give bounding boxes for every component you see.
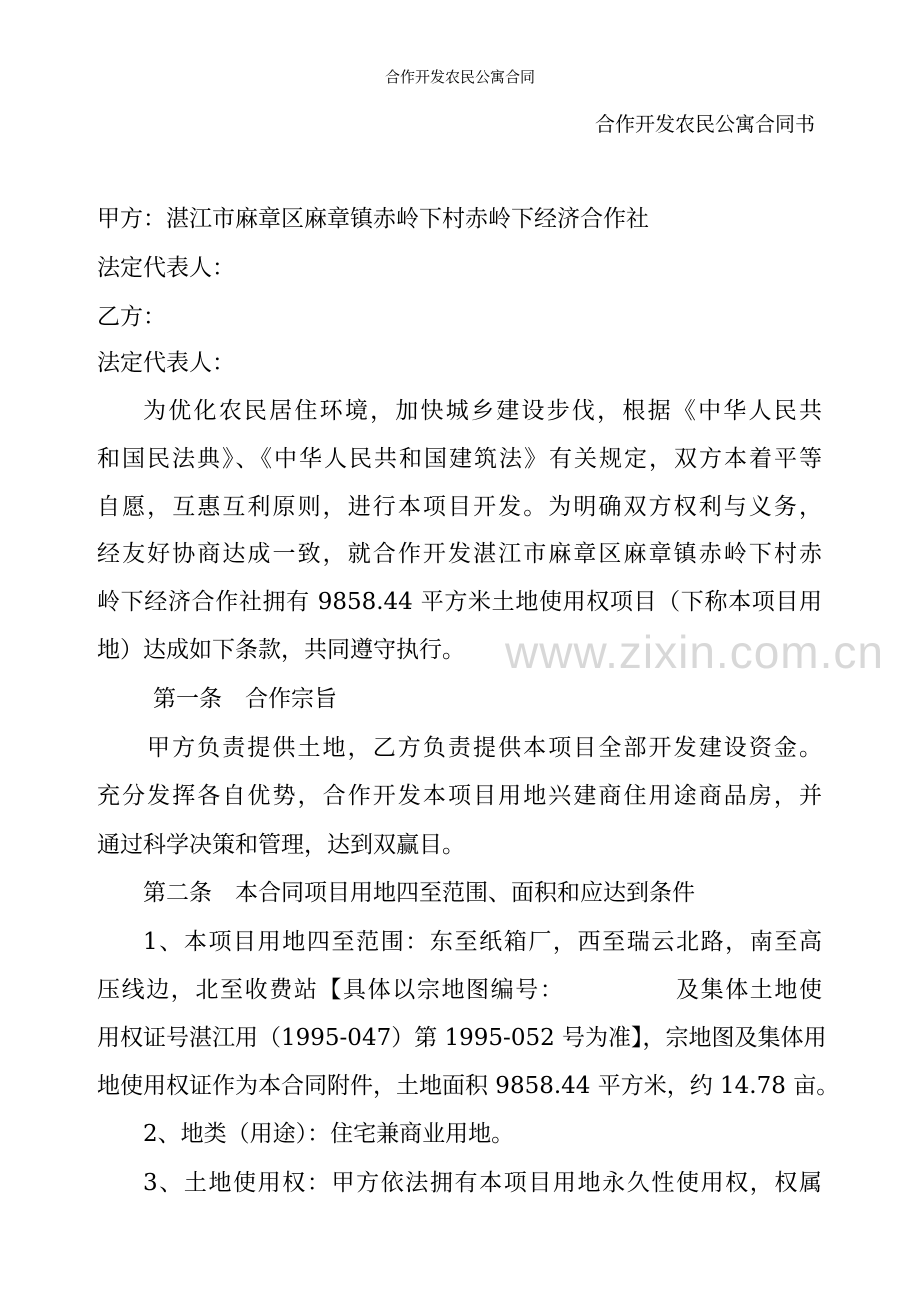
party-b-representative: 法定代表人： <box>97 350 235 376</box>
party-a-representative: 法定代表人： <box>97 255 235 281</box>
document-title: 合作开发农民公寓合同书 <box>595 112 815 136</box>
article-1-line: 通过科学决策和管理，达到双赢目。 <box>97 832 465 858</box>
article-2-line: 3、土地使用权：甲方依法拥有本项目用地永久性使用权，权属 <box>143 1170 822 1196</box>
article-2-line: 地使用权证作为本合同附件，土地面积 9858.44 平方米，约 14.78 亩。 <box>97 1073 840 1099</box>
preamble-line: 岭下经济合作社拥有 9858.44 平方米土地使用权项目（下称本项目用 <box>97 589 822 615</box>
party-a: 甲方：湛江市麻章区麻章镇赤岭下村赤岭下经济合作社 <box>97 206 649 232</box>
article-2-line: 1、本项目用地四至范围：东至纸箱厂，西至瑞云北路，南至高 <box>143 929 822 955</box>
watermark: www.zixin.com.cn <box>505 626 884 678</box>
party-b: 乙方： <box>97 304 166 330</box>
preamble-line: 自愿，互惠互利原则，进行本项目开发。为明确双方权利与义务， <box>97 494 822 520</box>
article-2-heading: 第二条 本合同项目用地四至范围、面积和应达到条件 <box>143 880 695 906</box>
article-2-line: 2、地类（用途）：住宅兼商业用地。 <box>143 1121 515 1147</box>
article-1-line: 充分发挥各自优势，合作开发本项目用地兴建商住用途商品房，并 <box>97 783 822 809</box>
article-1-heading: 第一条 合作宗旨 <box>153 686 337 712</box>
article-2-line: 用权证号湛江用（1995-047）第 1995-052 号为准】，宗地图及集体用 <box>97 1025 827 1051</box>
article-1-line: 甲方负责提供土地，乙方负责提供本项目全部开发建设资金。 <box>147 735 822 761</box>
preamble-line: 为优化农民居住环境，加快城乡建设步伐，根据《中华人民共 <box>143 398 822 424</box>
article-2-line: 压线边，北至收费站【具体以宗地图编号： 及集体土地使 <box>97 977 822 1003</box>
preamble-line: 地）达成如下条款，共同遵守执行。 <box>97 637 465 663</box>
page-header: 合作开发农民公寓合同 <box>384 68 535 86</box>
preamble-line: 经友好协商达成一致，就合作开发湛江市麻章区麻章镇赤岭下村赤 <box>97 541 822 567</box>
preamble-line: 和国民法典》、《中华人民共和国建筑法》有关规定，双方本着平等 <box>97 446 822 472</box>
